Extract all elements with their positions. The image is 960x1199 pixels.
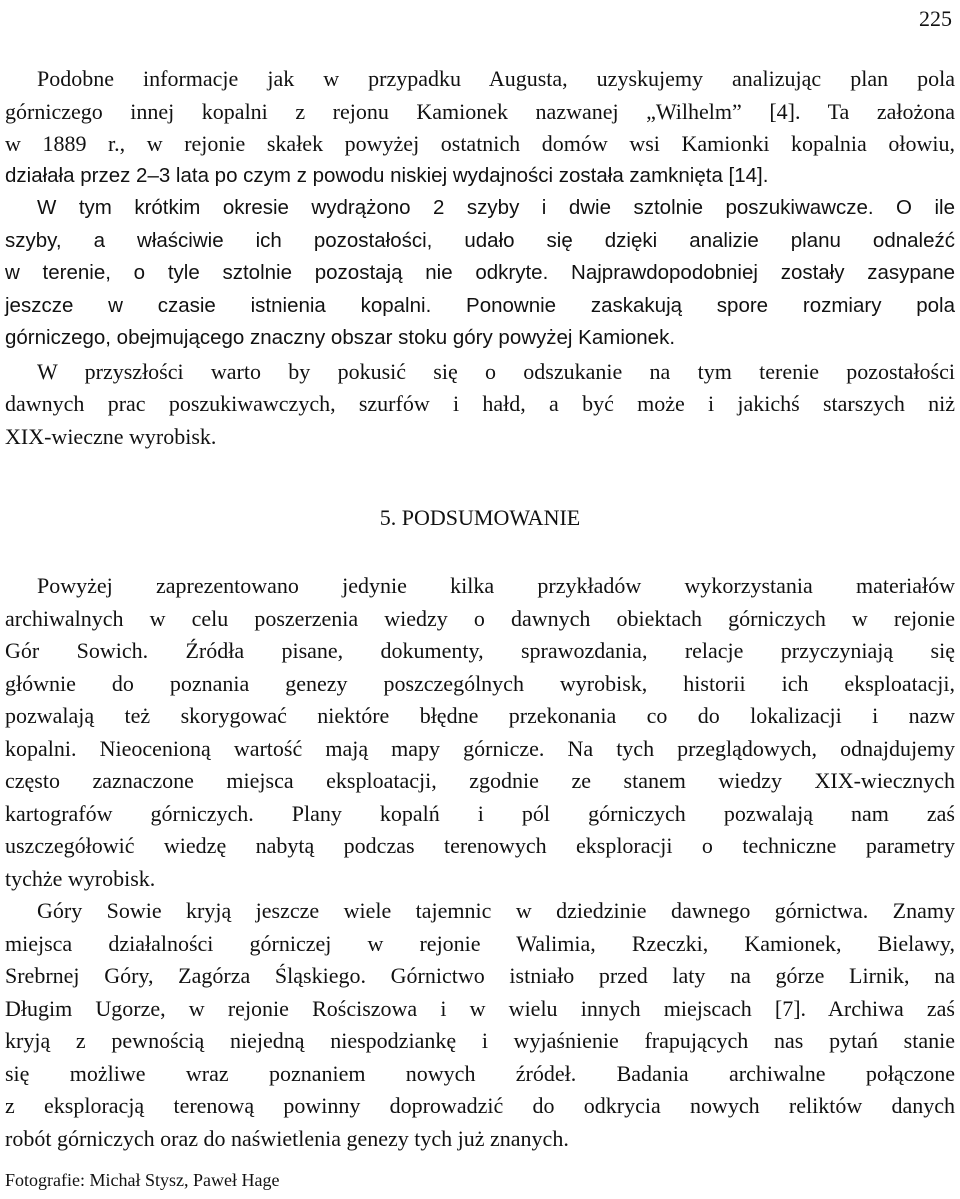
page-number: 225 (919, 6, 952, 31)
text-line: kopalni. Nieocenioną wartość mają mapy górnicze. Na tych przeglądowych, odnajdujemy (5, 735, 955, 761)
text-line: archiwalnych w celu poszerzenia wiedzy o dawnych obiektach górniczych w rejonie (5, 605, 955, 631)
text-line: robót górniczych oraz do naświetlenia genezy tych już znanych. (5, 1125, 569, 1151)
text-line: dawnych prac poszukiwawczych, szurfów i hałd, a być może i jakichś starszych niż (5, 391, 955, 416)
text-line: Gór Sowich. Źródła pisane, dokumenty, sprawozdania, relacje przyczyniają się (5, 638, 955, 663)
text-line: Długim Ugorze, w rejonie Rościszowa i w wielu innych miejscach [7]. Archiwa zaś (5, 995, 955, 1021)
text-line: się możliwe wraz poznaniem nowych źródeł. Badania archiwalne połączone (5, 1060, 955, 1086)
text-line: Srebrnej Góry, Zagórza Śląskiego. Górnictwo istniało przed laty na górze Lirnik, na (5, 963, 955, 988)
text-line: uszczegółowić wiedzę nabytą podczas terenowych eksploracji o techniczne parametry (5, 833, 955, 858)
text-line: kartografów górniczych. Plany kopalń i pól górniczych pozwalają nam zaś (5, 800, 955, 826)
text-line: często zaznaczone miejsca eksploatacji, zgodnie ze stanem wiedzy XIX-wiecznych (5, 768, 955, 793)
text-line: Podobne informacje jak w przypadku Augusta, uzyskujemy analizując plan pola (37, 66, 955, 91)
text-line: tychże wyrobisk. (5, 865, 156, 891)
text-line: Powyżej zaprezentowano jedynie kilka przykładów wykorzystania materiałów (37, 573, 955, 598)
text-line: jeszcze w czasie istnienia kopalni. Ponownie zaskakują spore rozmiary pola (5, 293, 955, 317)
text-line: W tym krótkim okresie wydrążono 2 szyby i dwie sztolnie poszukiwawcze. O ile (37, 196, 955, 219)
text-line: Góry Sowie kryją jeszcze wiele tajemnic w dziedzinie dawnego górnictwa. Znamy (37, 898, 955, 923)
text-line: głównie do poznania genezy poszczególnych wyrobisk, historii ich eksploatacji, (5, 670, 955, 696)
text-line: z eksploracją terenową powinny doprowadzić do odkrycia nowych reliktów danych (5, 1093, 955, 1118)
text-line: miejsca działalności górniczej w rejonie Walimia, Rzeczki, Kamionek, Bielawy, (5, 930, 955, 956)
text-line: XIX-wieczne wyrobisk. (5, 423, 217, 449)
section-heading: 5. PODSUMOWANIE (379, 505, 581, 530)
text-line: szyby, a właściwie ich pozostałości, udało się dzięki analizie planu odnaleźć (5, 228, 955, 252)
text-line: górniczego innej kopalni z rejonu Kamionek nazwanej „Wilhelm” [4]. Ta założona (5, 98, 955, 124)
text-line: w terenie, o tyle sztolnie pozostają nie odkryte. Najprawdopodobniej zostały zasypane (5, 261, 955, 284)
text-line: działała przez 2–3 lata po czym z powodu niskiej wydajności została zamknięta [14]. (5, 163, 769, 187)
text-line: górniczego, obejmującego znaczny obszar stoku góry powyżej Kamionek. (5, 326, 676, 349)
photo-credits: Fotografie: Michał Stysz, Paweł Hage (5, 1170, 280, 1190)
text-line: w 1889 r., w rejonie skałek powyżej ostatnich domów wsi Kamionki kopalnia ołowiu, (5, 131, 955, 156)
text-line: kryją z pewnością niejedną niespodziankę i wyjaśnienie frapujących nas pytań stanie (5, 1028, 955, 1053)
text-line: W przyszłości warto by pokusić się o odszukanie na tym terenie pozostałości (37, 358, 955, 384)
text-line: pozwalają też skorygować niektóre błędne przekonania co do lokalizacji i nazw (5, 703, 955, 728)
